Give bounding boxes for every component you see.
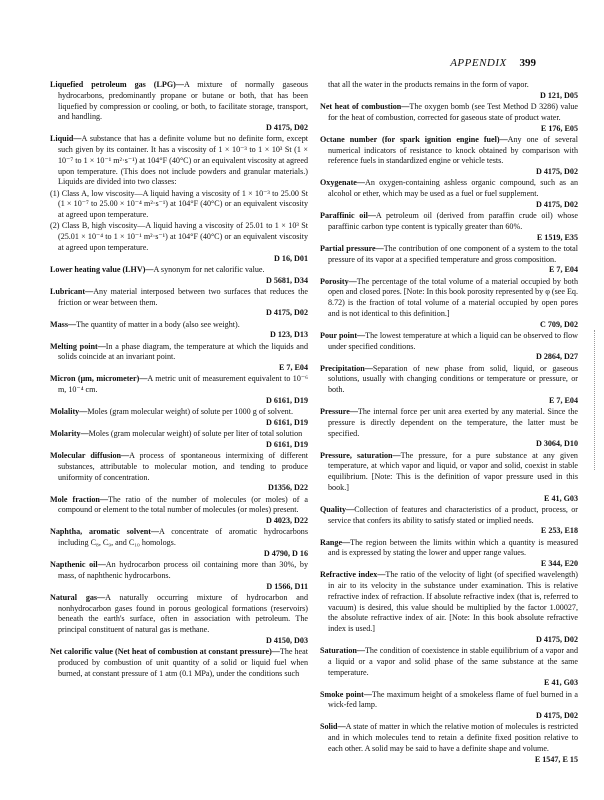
glossary-entry bbox=[50, 221, 308, 264]
term-dash: — bbox=[346, 504, 355, 514]
glossary-definition: The lowest temperature at which a liquid can be observed to flow under specified conditions. bbox=[328, 330, 578, 351]
glossary-term: Melting point bbox=[50, 341, 98, 351]
glossary-entry bbox=[320, 178, 578, 210]
page-header bbox=[450, 57, 536, 69]
glossary-definition: The condition of coexistence in stable equilibrium of a vapor and a liquid or a vapor and solid phase of the same substance at the same temperature. bbox=[328, 646, 578, 677]
glossary-term: Quality bbox=[320, 504, 347, 514]
term-dash: — bbox=[97, 560, 106, 569]
glossary-term: Octane number (for spark ignition engine fuel) bbox=[320, 134, 500, 144]
glossary-entry bbox=[320, 277, 578, 331]
glossary-term: Oxygenate bbox=[320, 178, 357, 188]
margin-dotted-line bbox=[594, 330, 595, 470]
glossary-definition: The region between the limits within which a quantity is measured and is expressed by stating the lower and upper range values. bbox=[328, 537, 578, 558]
glossary-entry bbox=[50, 527, 308, 559]
glossary-definition: Any one of several numerical indicators of resistance to knock obtained by comparison with reference fuels in standardized engine or vehicle tests. bbox=[328, 134, 578, 166]
glossary-definition: The heat produced by combustion of unit quantity of a solid or liquid fuel when burned, at constant pressure of 1 atm (0.1 MPa), under the conditions such bbox=[58, 647, 308, 678]
glossary-entry bbox=[320, 331, 578, 363]
standard-reference: E 41, G03 bbox=[544, 678, 578, 688]
glossary-entry bbox=[320, 690, 578, 722]
glossary-definition: The quantity of matter in a body (also see weight). bbox=[76, 319, 240, 329]
standard-reference: D 4175, D02 bbox=[535, 634, 578, 644]
glossary-term: Molecular diffusion bbox=[50, 451, 121, 460]
standard-reference: E 7, E04 bbox=[548, 265, 578, 275]
glossary-entry bbox=[50, 451, 308, 494]
glossary-entry bbox=[320, 451, 578, 505]
term-dash: — bbox=[80, 429, 89, 438]
glossary-entry bbox=[320, 211, 578, 243]
glossary-definition: The oxygen bomb (see Test Method D 3286) value for the heat of combustion, corrected for gaseous state of product water. bbox=[328, 102, 578, 122]
glossary-definition: A synonym for net calorific value. bbox=[153, 264, 265, 274]
glossary-definition: An oxygen-containing ashless organic compound, such as an alcohol or ether, which may be used as a fuel or fuel supplement. bbox=[328, 178, 578, 198]
glossary-entry bbox=[320, 505, 578, 537]
term-dash: — bbox=[363, 689, 372, 699]
standard-reference: E 41, G03 bbox=[544, 493, 578, 503]
glossary-term: Liquid bbox=[50, 134, 74, 144]
glossary-definition: The contribution of one component of a system to the total pressure of its vapor at a specified temperature and gross composition. bbox=[328, 243, 578, 264]
left-column bbox=[50, 80, 308, 680]
standard-reference: D 4175, D02 bbox=[535, 711, 578, 720]
term-dash: — bbox=[377, 570, 386, 580]
glossary-definition: A petroleum oil (derived from paraffin crude oil) whose paraffinic carbon type content is typically greater than 60%. bbox=[328, 211, 578, 231]
glossary-entry bbox=[50, 189, 308, 221]
glossary-entry bbox=[50, 320, 308, 342]
glossary-term: Lower heating value (LHV) bbox=[50, 264, 146, 274]
glossary-term: Pour point bbox=[320, 330, 358, 340]
standard-reference: D 6161, D19 bbox=[265, 395, 308, 405]
glossary-entry bbox=[50, 495, 308, 527]
glossary-entry bbox=[50, 647, 308, 679]
glossary-entry bbox=[50, 374, 308, 406]
glossary-term: Net calorific value (Net heat of combustion at constant pressure) bbox=[50, 647, 272, 656]
glossary-term: Mass bbox=[50, 319, 68, 329]
glossary-entry bbox=[50, 80, 308, 134]
glossary-entry bbox=[50, 560, 308, 592]
right-column bbox=[320, 80, 578, 766]
standard-reference: E 7, E04 bbox=[278, 363, 308, 372]
term-dash: — bbox=[68, 319, 77, 329]
glossary-definition: A naturally occurring mixture of hydrocarbon and nonhydrocarbon gases found in porous geological formations (reservoirs) beneath the earth's surface, often in association with petroleum. The principal constituent of natural gas is methane. bbox=[58, 592, 308, 634]
standard-reference: D 4790, D 16 bbox=[263, 548, 308, 558]
glossary-term: Pressure, saturation bbox=[320, 450, 393, 460]
glossary-definition: The maximum height of a smokeless flame of fuel burned in a wick-fed lamp. bbox=[328, 689, 578, 710]
standard-reference: D 6161, D19 bbox=[265, 417, 308, 427]
glossary-entry bbox=[320, 244, 578, 276]
glossary-term: Natural gas bbox=[50, 592, 98, 602]
standard-reference: D 4175, D02 bbox=[535, 199, 578, 209]
glossary-definition: (2) Class B, high viscosity—A liquid having a viscosity of 25.01 to 1 × 10³ St (25.01 × 10⁻⁴ to 1 × 10⁻¹ m²·s⁻¹) at 104°F (40°C) or an equivalent viscosity at agreed upon temperature. bbox=[50, 221, 308, 252]
glossary-term: Pressure bbox=[320, 407, 350, 416]
standard-reference: E 7, E04 bbox=[548, 395, 578, 405]
glossary-definition: A substance that has a definite volume but no definite form, except such given by its container. It has a viscosity of 1 × 10⁻³ to 1 × 10³ St (1 × 10⁻⁷ to 1 × 10⁻¹ m²·s⁻¹) at 104°F (40°C) or an equivalent viscosity at agreed upon temperature. (This does not include powders and granular materials.) Liquids are divided into two classes: bbox=[58, 134, 308, 187]
term-dash: — bbox=[79, 407, 88, 416]
term-dash: — bbox=[392, 450, 401, 460]
standard-reference: D 6161, D19 bbox=[265, 439, 308, 449]
glossary-definition: A mixture of normally gaseous hydrocarbons, predominantly propane or butane or both, that has been liquefied by compression or cooling, or both, to facilitate storage, transport, and handling. bbox=[58, 80, 308, 122]
standard-reference: D 3064, D10 bbox=[535, 439, 578, 449]
standard-reference: D 16, D01 bbox=[274, 253, 308, 263]
glossary-definition: A state of matter in which the relative motion of molecules is restricted and in which molecules tend to retain a definite fixed position relative to each other. A solid may be said to have a definite shape and volume. bbox=[328, 722, 578, 753]
glossary-entry bbox=[320, 102, 578, 134]
glossary-entry bbox=[320, 364, 578, 407]
page-number: 399 bbox=[519, 57, 536, 69]
glossary-definition: The ratio of the velocity of light (of specified wavelength) in air to its velocity in the substance under examination. This is relative refractive index of refraction. If absolute refractive index (that is, referred to vacuum) is desired, this value should be multiplied by the factor 1.00027, the absolute refractive index of air. [Note: In this book absolute refractive index is used.] bbox=[328, 570, 578, 633]
glossary-definition: Moles (gram molecular weight) of solute per liter of total solution bbox=[88, 429, 303, 438]
term-dash: — bbox=[97, 341, 106, 351]
glossary-definition: A process of spontaneous intermixing of different substances, attributable to molecular motion, and tending to produce uniformity of concentration. bbox=[58, 451, 308, 482]
term-dash: — bbox=[85, 286, 94, 296]
term-dash: — bbox=[367, 211, 376, 220]
glossary-entry bbox=[50, 287, 308, 319]
standard-reference: D 123, D13 bbox=[270, 330, 308, 340]
appendix-title: APPENDIX bbox=[450, 57, 507, 69]
glossary-entry bbox=[50, 265, 308, 287]
glossary-definition: The internal force per unit area exerted by any material. Since the pressure is directly dependent on the temperature, the latter must be specified. bbox=[328, 407, 578, 438]
glossary-term: Saturation bbox=[320, 646, 357, 655]
glossary-term: Lubricant bbox=[50, 286, 86, 296]
standard-reference: D 1566, D11 bbox=[266, 581, 308, 591]
glossary-entry bbox=[320, 570, 578, 645]
term-dash: — bbox=[175, 80, 184, 89]
glossary-entry bbox=[320, 407, 578, 450]
glossary-entry bbox=[320, 722, 578, 765]
glossary-definition: The percentage of the total volume of a material occupied by both open and closed pores. [Note: In this book porosity represented by φ (see Eq. 8.72) is the fraction of total volume of a material occupied by open pores and is not identical to this definition.] bbox=[328, 276, 578, 318]
glossary-definition: Any material interposed between two surfaces that reduces the friction or wear between them. bbox=[58, 286, 308, 307]
glossary-entry bbox=[50, 407, 308, 429]
glossary-term: Precipitation bbox=[320, 363, 365, 373]
glossary-definition: An hydrocarbon process oil containing more than 30%, by mass, of naphthenic hydrocarbons. bbox=[58, 560, 309, 580]
term-dash: — bbox=[357, 330, 366, 340]
glossary-term: Mole fraction bbox=[50, 494, 100, 504]
term-dash: — bbox=[375, 243, 384, 253]
term-dash: — bbox=[271, 647, 280, 656]
standard-reference: E 176, E05 bbox=[540, 123, 578, 133]
standard-reference: E 253, E18 bbox=[540, 526, 578, 536]
glossary-term: Solid bbox=[320, 722, 338, 732]
glossary-term: Liquefied petroleum gas (LPG) bbox=[50, 80, 176, 89]
glossary-term: Porosity bbox=[320, 276, 349, 286]
glossary-entry bbox=[320, 538, 578, 570]
term-dash: — bbox=[145, 264, 154, 274]
glossary-term: Range bbox=[320, 537, 343, 547]
term-dash: — bbox=[73, 134, 82, 144]
standard-reference: C 709, D02 bbox=[540, 319, 578, 329]
term-dash: — bbox=[356, 646, 365, 655]
term-dash: — bbox=[349, 407, 358, 416]
glossary-term: Naphtha, aromatic solvent bbox=[50, 527, 151, 537]
glossary-entry bbox=[320, 80, 578, 102]
glossary-term: Molarity bbox=[50, 429, 81, 438]
glossary-term: Molality bbox=[50, 407, 80, 416]
term-dash: — bbox=[121, 451, 130, 460]
glossary-term: Net heat of combustion bbox=[320, 102, 402, 111]
glossary-entry bbox=[50, 342, 308, 374]
glossary-term: Napthenic oil bbox=[50, 560, 98, 569]
glossary-definition: Collection of features and characteristics of a product, process, or service that confers its ability to satisfy stated or implied needs. bbox=[328, 504, 578, 525]
glossary-term: Partial pressure bbox=[320, 243, 376, 253]
glossary-definition: A concentrate of aromatic hydrocarbons including C₈, C₉, and C₁₀ homologs. bbox=[58, 527, 308, 547]
term-dash: — bbox=[342, 537, 351, 547]
standard-reference: D 5681, D34 bbox=[265, 275, 308, 285]
standard-reference: E 1547, E 15 bbox=[534, 754, 578, 764]
glossary-entry bbox=[50, 593, 308, 647]
glossary-term: Micron (μm, micrometer) bbox=[50, 374, 140, 384]
term-dash: — bbox=[150, 527, 159, 537]
glossary-term: Refractive index bbox=[320, 570, 378, 580]
glossary-entry bbox=[50, 134, 308, 188]
standard-reference: D 4023, D22 bbox=[265, 516, 308, 525]
standard-reference: D 121, D05 bbox=[540, 90, 578, 100]
glossary-definition: A metric unit of measurement equivalent to 10⁻⁶ m, 10⁻⁴ cm. bbox=[58, 374, 308, 394]
term-dash: — bbox=[401, 102, 410, 111]
standard-reference: D 4150, D03 bbox=[265, 635, 308, 645]
standard-reference: D 4175, D02 bbox=[265, 123, 308, 132]
term-dash: — bbox=[499, 134, 508, 144]
term-dash: — bbox=[348, 276, 357, 286]
standard-reference: E 344, E20 bbox=[540, 559, 578, 568]
standard-reference: E 1519, E35 bbox=[536, 232, 578, 242]
standard-reference: D 4175, D02 bbox=[265, 308, 308, 318]
term-dash: — bbox=[364, 363, 373, 373]
term-dash: — bbox=[139, 374, 148, 384]
glossary-entry bbox=[50, 429, 308, 451]
glossary-definition: The ratio of the number of molecules (or moles) of a compound or element to the total number of molecules (or moles) present. bbox=[58, 494, 308, 515]
glossary-term: Paraffinic oil bbox=[320, 211, 368, 220]
standard-reference: D1356, D22 bbox=[267, 483, 308, 493]
glossary-definition: that all the water in the products remains in the form of vapor. bbox=[328, 80, 529, 89]
glossary-entry bbox=[320, 646, 578, 689]
glossary-definition: Moles (gram molecular weight) of solute per 1000 g of solvent. bbox=[87, 407, 293, 416]
standard-reference: D 4175, D02 bbox=[535, 167, 578, 176]
standard-reference: D 2864, D27 bbox=[535, 352, 578, 362]
term-dash: — bbox=[97, 592, 106, 602]
glossary-definition: (1) Class A, low viscosity—A liquid having a viscosity of 1 × 10⁻³ to 25.00 St (1 × 10⁻⁷ to 25.00 × 10⁻⁴ m²·s⁻¹) at 104°F (40°C) or an equivalent viscosity at agreed upon temperature. bbox=[50, 188, 308, 219]
term-dash: — bbox=[337, 722, 346, 732]
glossary-term: Smoke point bbox=[320, 689, 364, 699]
glossary-entry bbox=[320, 135, 578, 178]
term-dash: — bbox=[99, 494, 109, 504]
glossary-definition: The pressure, for a pure substance at any given temperature, at which vapor and liquid, or vapor and solid, coexist in stable equilibrium. [Note: This is the definition of vapor pressure used in this book.] bbox=[328, 450, 578, 492]
glossary-definition: Separation of new phase from solid, liquid, or gaseous solutions, usually with changing conditions or temperature or pressure, or both. bbox=[328, 363, 578, 394]
glossary-definition: In a phase diagram, the temperature at which the liquids and solids coincide at an invariant point. bbox=[58, 341, 308, 362]
term-dash: — bbox=[356, 178, 365, 188]
